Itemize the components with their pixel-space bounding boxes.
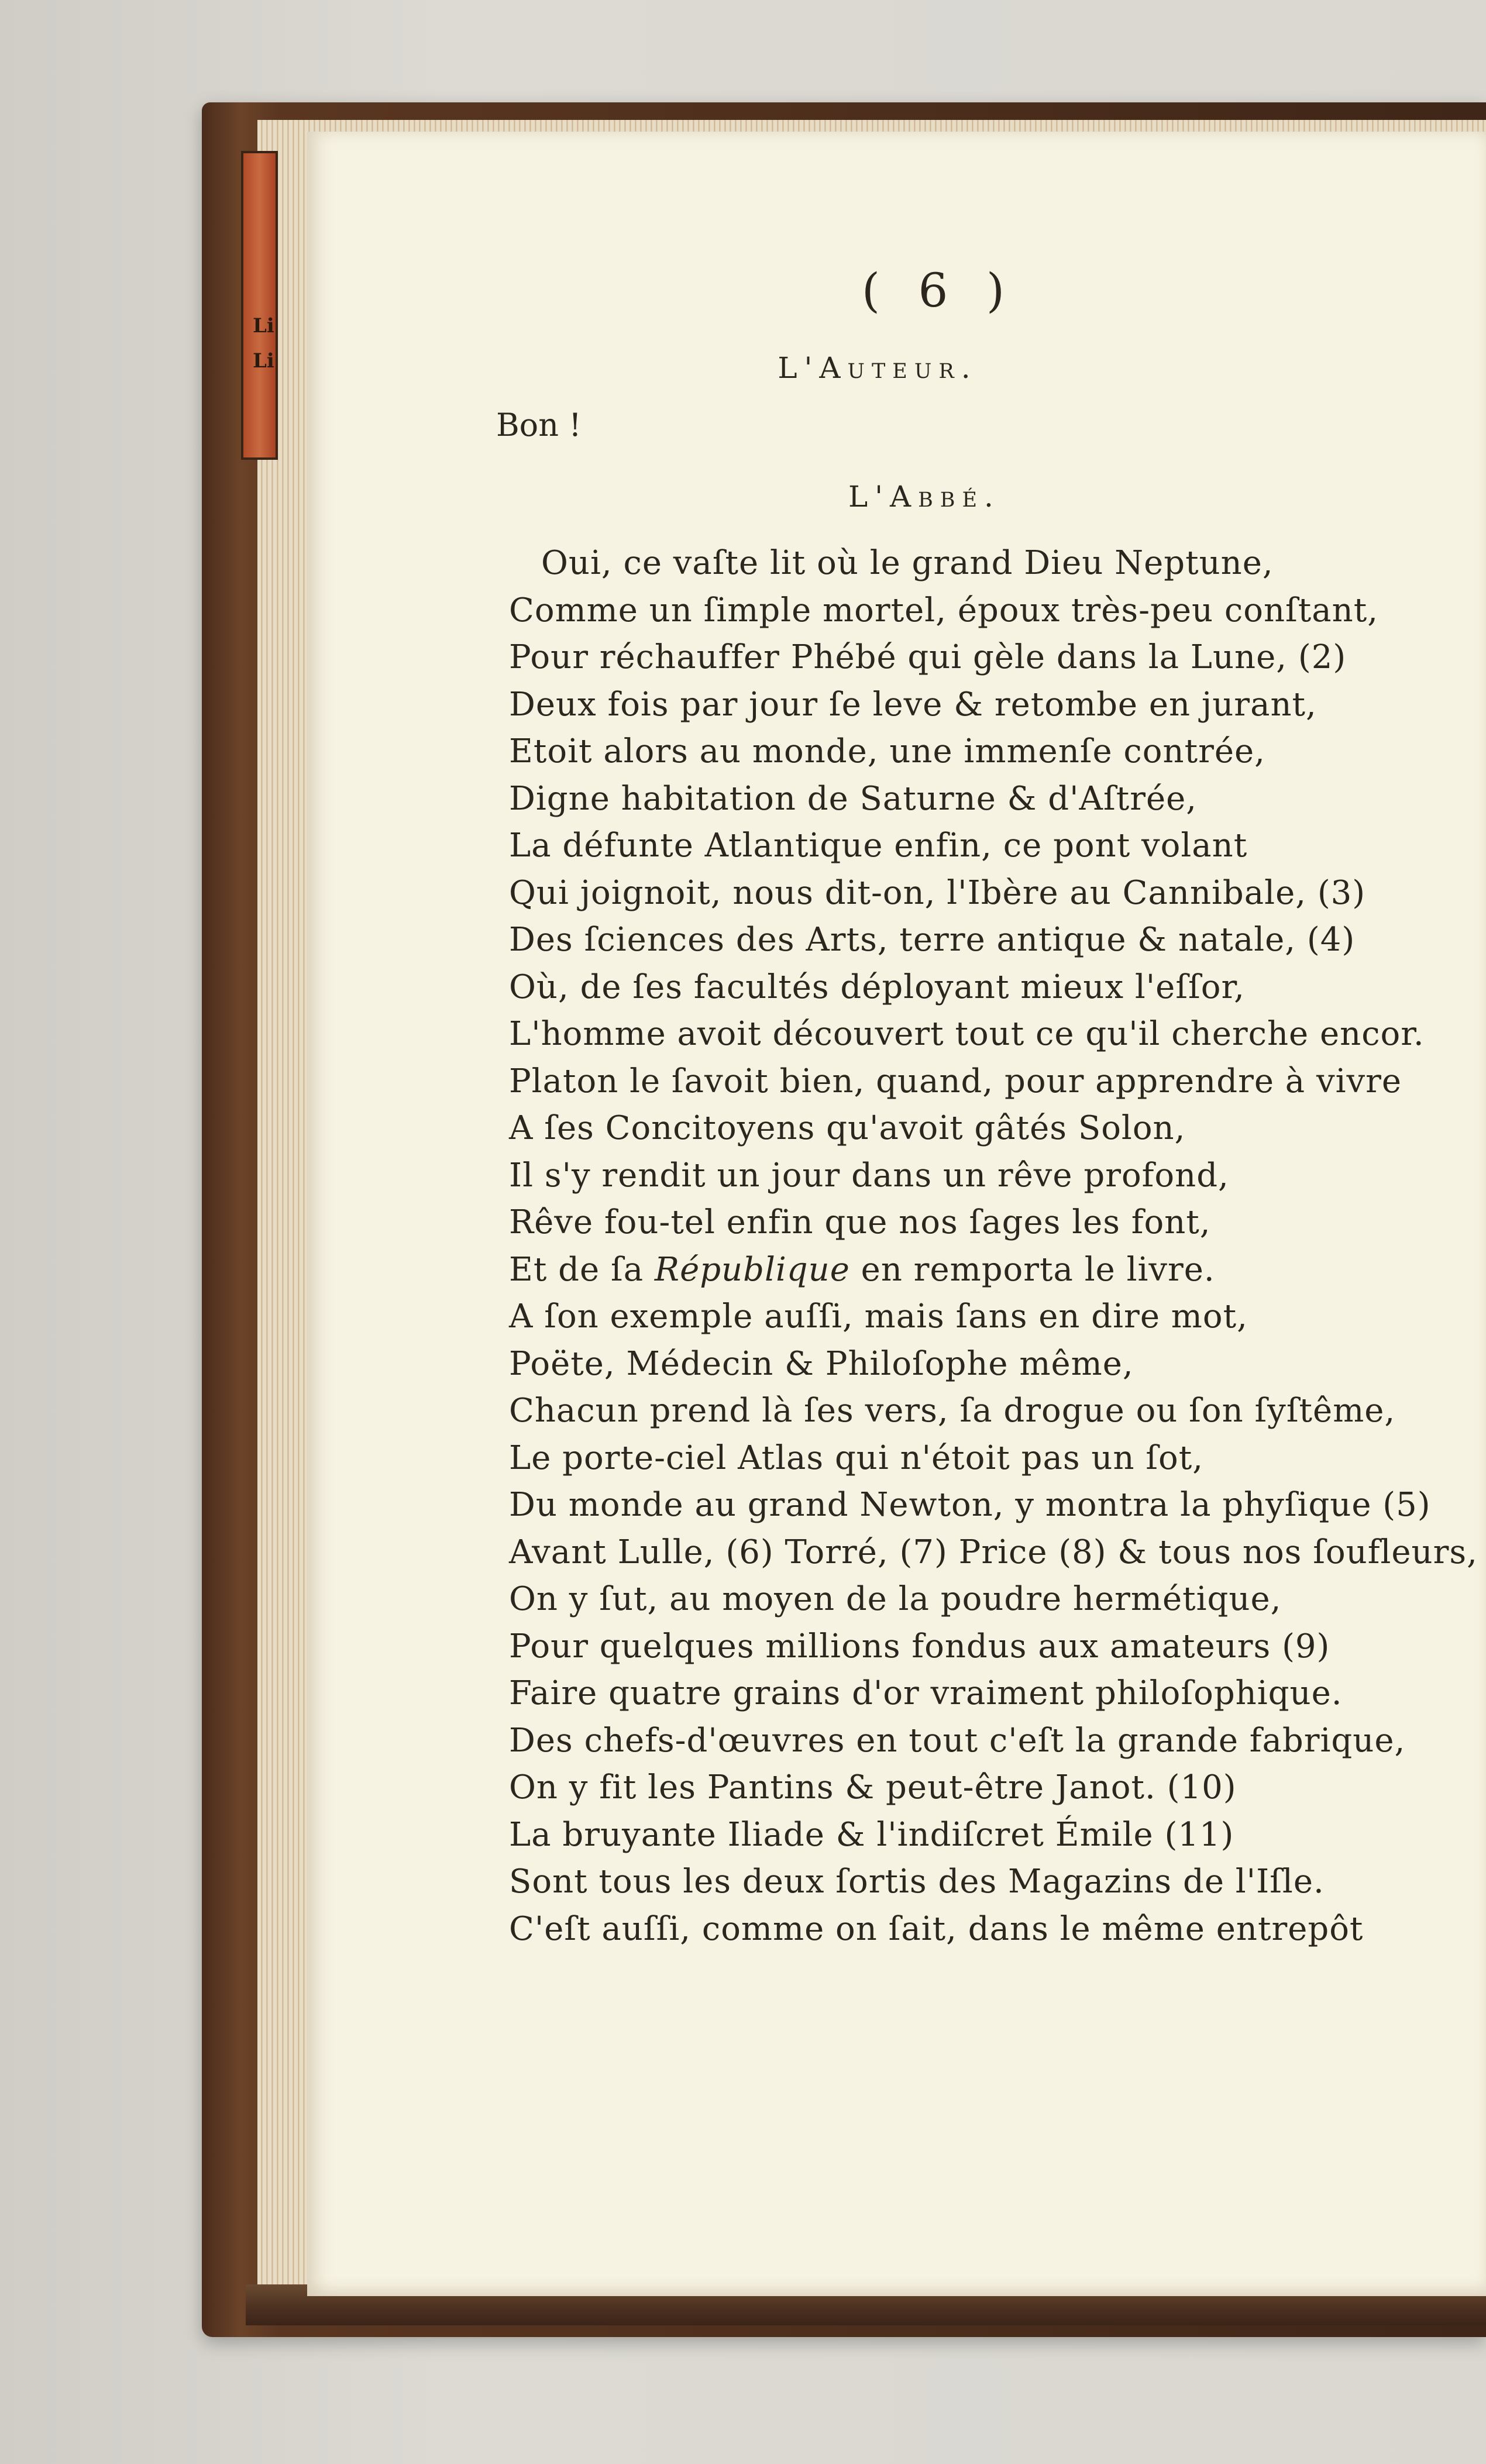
spine-label-text: Li bbox=[253, 314, 274, 338]
verse-line: Faire quatre grains d'or vraiment philoſophique. bbox=[509, 1674, 1343, 1712]
verse-line: Des chefs-d'œuvres en tout c'eſt la grande fabrique, bbox=[509, 1722, 1406, 1760]
verse-line: Oui, ce vaſte lit où le grand Dieu Neptune, bbox=[541, 544, 1274, 582]
verse-line: La bruyante Iliade & l'indiſcret Émile (11) bbox=[509, 1816, 1234, 1854]
verse-fragment: en remporta le livre. bbox=[861, 1251, 1215, 1289]
verse-line: A ſes Concitoyens qu'avoit gâtés Solon, bbox=[509, 1109, 1186, 1147]
verse-line: Où, de ſes facultés déployant mieux l'eſſor, bbox=[509, 968, 1245, 1006]
verse-line: A ſon exemple auſſi, mais ſans en dire mot, bbox=[509, 1298, 1248, 1336]
verse-line: Digne habitation de Saturne & d'Aſtrée, bbox=[509, 780, 1198, 818]
verse-line: Du monde au grand Newton, y montra la phyſique (5) bbox=[509, 1486, 1431, 1524]
verse-line: On y ſut, au moyen de la poudre hermétique, bbox=[509, 1580, 1282, 1618]
spine-label-text: Li bbox=[253, 349, 274, 373]
verse-line: Il s'y rendit un jour dans un rêve profond, bbox=[509, 1157, 1229, 1195]
verse-line: Rêve fou-tel enfin que nos ſages les font, bbox=[509, 1203, 1211, 1241]
speaker-heading: L'Abbé. bbox=[848, 480, 1000, 514]
verse-line: Platon le ſavoit bien, quand, pour apprendre à vivre bbox=[509, 1062, 1402, 1100]
verse-line: On y fit les Pantins & peut-être Janot. (10) bbox=[509, 1768, 1237, 1806]
italic-title: République bbox=[654, 1251, 850, 1289]
verse-line: Des ſciences des Arts, terre antique & natale, (4) bbox=[509, 921, 1356, 959]
verse-line: Poëte, Médecin & Philoſophe même, bbox=[509, 1345, 1134, 1383]
verse-line: Le porte-ciel Atlas qui n'étoit pas un ſot, bbox=[509, 1439, 1204, 1477]
verse-line: Comme un ſimple mortel, époux très-peu conſtant, bbox=[509, 591, 1379, 629]
verse-line: Chacun prend là ſes vers, ſa drogue ou ſon ſyſtême, bbox=[509, 1392, 1396, 1430]
verse-line: Pour quelques millions fondus aux amateurs (9) bbox=[509, 1627, 1330, 1665]
verse-line bbox=[509, 1251, 1215, 1289]
page-number: ( 6 ) bbox=[861, 263, 1017, 318]
exclamation: Bon ! bbox=[496, 407, 582, 443]
verse-line: Sont tous les deux ſortis des Magazins de l'Iſle. bbox=[509, 1863, 1325, 1901]
verse-line: L'homme avoit découvert tout ce qu'il cherche encor. bbox=[509, 1015, 1425, 1053]
verse-line: Pour réchauffer Phébé qui gèle dans la Lune, (2) bbox=[509, 638, 1347, 676]
verse-fragment: Et de ſa bbox=[509, 1251, 644, 1289]
verse-line: La défunte Atlantique enfin, ce pont volant bbox=[509, 827, 1248, 865]
verse-line: Deux fois par jour ſe leve & retombe en jurant, bbox=[509, 686, 1317, 724]
verse-line: C'eſt auſſi, comme on ſait, dans le même entrepôt bbox=[509, 1910, 1364, 1948]
verse-line: Qui joignoit, nous dit-on, l'Ibère au Cannibale, (3) bbox=[509, 874, 1366, 912]
verse-line: Avant Lulle, (6) Torré, (7) Price (8) & tous nos ſoufleurs, bbox=[509, 1533, 1478, 1571]
speaker-heading: L'Auteur. bbox=[778, 351, 978, 385]
verse-line: Etoit alors au monde, une immenſe contrée, bbox=[509, 732, 1265, 770]
